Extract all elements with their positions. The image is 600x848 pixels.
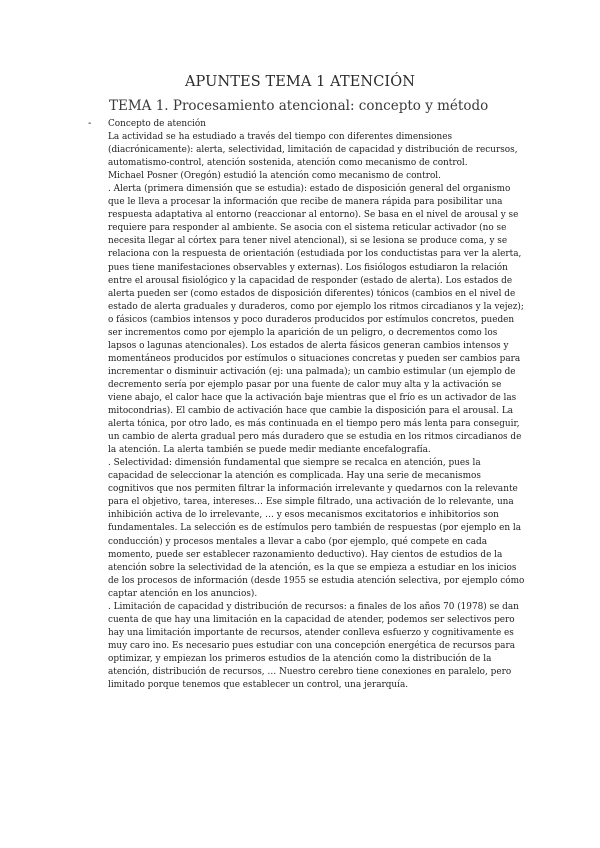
document-body [108, 118, 526, 692]
document-title: APUNTES TEMA 1 ATENCIÓN [184, 74, 416, 90]
paragraph-intro: La actividad se ha estudiado a través del tiempo con diferentes dimensiones (diacrónicamente): alerta, selectividad, limitación de capacidad y distribución de recursos, automatismo-control, atención sostenida, atención como mecanismo de control. [108, 132, 518, 169]
section-heading: Concepto de atención [108, 119, 206, 129]
paragraph-selectividad: . Selectividad: dimensión fundamental que siempre se recalca en atención, pues la capacidad de seleccionar la atención es complicada. Hay una serie de mecanismos cognitivos que nos permiten filtrar la información irrelevante y quedarnos con la relevante para el objetivo, tarea, intereses… Ese simple filtrado, una activación de lo relevante, una inhibición activa de lo irrelevante, … y esos mecanismos excitatorios e inhibitorios son fundamentales. La selección es de estímulos pero también de respuestas (por ejemplo en la conducción) y procesos mentales a llevar a cabo (por ejemplo, qué compete en cada momento, puede ser establecer razonamiento deductivo). Hay cientos de estudios de la atención sobre la selectividad de la atención, es la que se empieza a estudiar en los inicios de los procesos de información (desde 1955 se estudia atención selectiva, por ejemplo cómo captar atención en los anuncios). [108, 458, 525, 599]
bullet-marker: - [88, 118, 92, 129]
paragraph-posner: Michael Posner (Oregón) estudió la atención como mecanismo de control. [108, 171, 441, 182]
document-subtitle: TEMA 1. Procesamiento atencional: concepto y método [109, 98, 489, 114]
paragraph-alerta: . Alerta (primera dimensión que se estudia): estado de disposición general del organismo que le lleva a procesar la información que recibe de manera rápida para posibilitar una respuesta adaptativa al entorno (reaccionar al entorno). Se basa en el nivel de arousal y se requiere para responder al ambiente. Se asocia con el sistema reticular activador (no se necesita llegar al córtex para tener nivel atencional), si se lesiona se produce coma, y se relaciona con la respuesta de orientación (estudiada por los conductistas para ver la alerta, pues tiene manifestaciones observables y externas). Los fisiólogos estudiaron la relación entre el arousal fisiológico y la capacidad de responder (estado de alerta). Los estados de alerta pueden ser (como estados de disposición diferentes) tónicos (cambios en el nivel de estado de alerta graduales y duraderos, como por ejemplo los ritmos circadianos y la vejez); o fásicos (cambios intensos y poco duraderos producidos por estímulos concretos, pueden ser incrementos como por ejemplo la aparición de un peligro, o decrementos como los lapsos o lagunas atencionales). Los estados de alerta fásicos generan cambios intensos y momentáneos producidos por estímulos o situaciones concretas y pueden ser cambios para incrementar o disminuir activación (ej: una palmada); un cambio estimular (un ejemplo de decremento sería por ejemplo pasar por una fuente de calor muy alta y la activación se viene abajo, el calor hace que la activación baje mientras que el frío es un activador de las mitocondrias). El cambio de activación hace que cambie la disposición para el arousal. La alerta tónica, por otro lado, es más continuada en el tiempo pero más lenta para conseguir, un cambio de alerta gradual pero más duradero que se estudia en los ritmos circadianos de la atención. La alerta también se puede medir mediante encefalografía. [108, 184, 524, 456]
paragraph-limitacion: . Limitación de capacidad y distribución de recursos: a finales de los años 70 (1978) se dan cuenta de que hay una limitación en la capacidad de atender, podemos ser selectivos pero hay una limitación importante de recursos, atender conlleva esfuerzo y cognitivamente es muy caro ino. Es necesario pues estudiar con una concepción energética de recursos para optimizar, y empiezan los primeros estudios de la atención como la distribución de la atención, distribución de recursos, … Nuestro cerebro tiene conexiones en paralelo, pero limitado porque tenemos que establecer un control, una jerarquía. [108, 601, 519, 691]
